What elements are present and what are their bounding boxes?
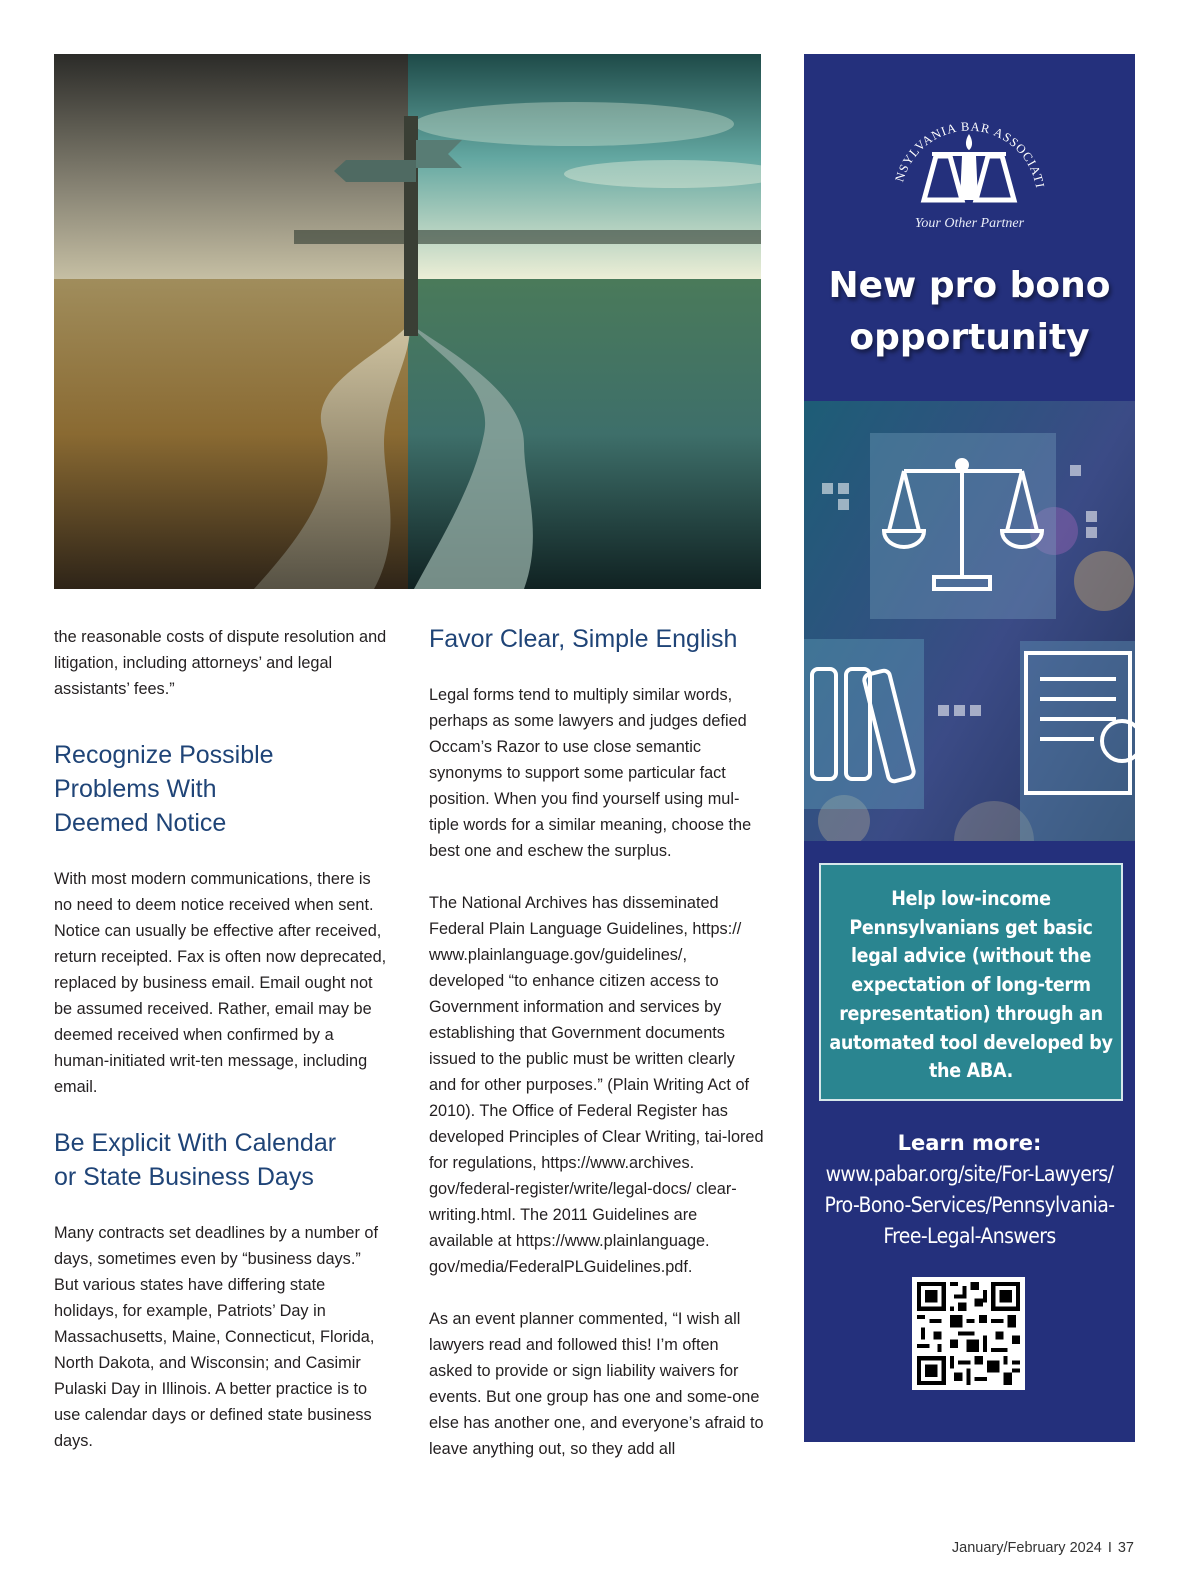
qr-code[interactable] [912, 1277, 1025, 1390]
pro-bono-ad [804, 54, 1135, 1442]
crossroads-photo [54, 54, 761, 589]
scales-logo-icon [924, 134, 1014, 200]
headline-line: opportunity [849, 317, 1090, 358]
heading-calendar-days [54, 1126, 389, 1194]
heading-line: Deemed Notice [54, 809, 227, 837]
ad-tagline: Your Other Partner [914, 216, 1025, 231]
issue-date: January/February 2024 [951, 1540, 1102, 1556]
url-line: Pro-Bono-Services/Pennsylvania- [824, 1193, 1115, 1217]
heading-clear-english: Favor Clear, Simple English [429, 625, 738, 653]
ad-callout-box: Help low-income Pennsylvanians get basic legal advice (without the expectation of long-term representation) through an automated tool developed by the ABA. [819, 863, 1123, 1101]
article-column-middle [429, 622, 764, 1462]
heading-line: Problems With [54, 775, 217, 803]
url-line: Free-Legal-Answers [883, 1224, 1056, 1248]
footer-separator: I [1107, 1540, 1112, 1556]
paragraph: As an event planner commented, “I wish all lawyers read and followed this! I’m often asked to provide or sign liability waivers for events. But one group has one and some-one else has another one, and everyone’s afraid to leave anything out, so they add all [429, 1310, 764, 1458]
learn-more-label: Learn more: [897, 1131, 1042, 1155]
page-footer [952, 1540, 1134, 1556]
learn-more-link[interactable] [814, 1159, 1125, 1252]
headline-line: New pro bono [828, 265, 1111, 306]
org-name-text: NSYLVANIA BAR ASSOCIATI [892, 119, 1048, 190]
notice-paragraph: With most modern communications, there is no need to deem notice received when sent. Notice can usually be effective after received, return receipted. Fax is often now deprecated, replaced by business email. Email ought not be assumed received. Rather, email may be deemed received when confirmed by a human-initiated writ-ten message, including email. [54, 870, 387, 1096]
calendar-paragraph: Many contracts set deadlines by a number of days, sometimes even by “business days.” But various states have differing state holidays, for example, Patriots’ Day in Massachusetts, Maine, Connecticut, Florida, North Dakota, and Wisconsin; and Casimir Pulaski Day in Illinois. A better practice is to use calendar days or defined state business days. [54, 1224, 378, 1450]
heading-deemed-notice [54, 738, 389, 840]
paragraph: The National Archives has disseminated Federal Plain Language Guidelines, https:// www.plainlanguage.gov/guidelines/, developed “to enhance citizen access to Government information and services by establishing that Government documents issued to the public must be written clearly and for other purposes.” (Plain Writing Act of 2010). The Office of Federal Register has developed Principles of Clear Writing, tai-lored for regulations, https://www.archives. gov/federal-register/write/legal-docs/ clear-writing.html. The 2011 Guidelines are available at https://www.plainlanguage. gov/media/FederalPLGuidelines.pdf. [429, 894, 764, 1276]
heading-line: or State Business Days [54, 1163, 314, 1191]
paragraph: Legal forms tend to multiply similar words, perhaps as some lawyers and judges defied Occam’s Razor to use close semantic synonyms to support some particular fact position. When you find yourself using mul-tiple words for a similar meaning, choose the best one and eschew the surplus. [429, 686, 752, 860]
page-number: 37 [1117, 1540, 1134, 1556]
intro-paragraph: the reasonable costs of dispute resolution and litigation, including attorneys’ and legal assistants’ fees.” [54, 628, 387, 698]
heading-line: Recognize Possible [54, 741, 274, 769]
url-line: www.pabar.org/site/For-Lawyers/ [825, 1162, 1114, 1186]
ad-headline [804, 260, 1135, 364]
article-column-left [54, 624, 389, 1454]
heading-line: Be Explicit With Calendar [54, 1129, 337, 1157]
